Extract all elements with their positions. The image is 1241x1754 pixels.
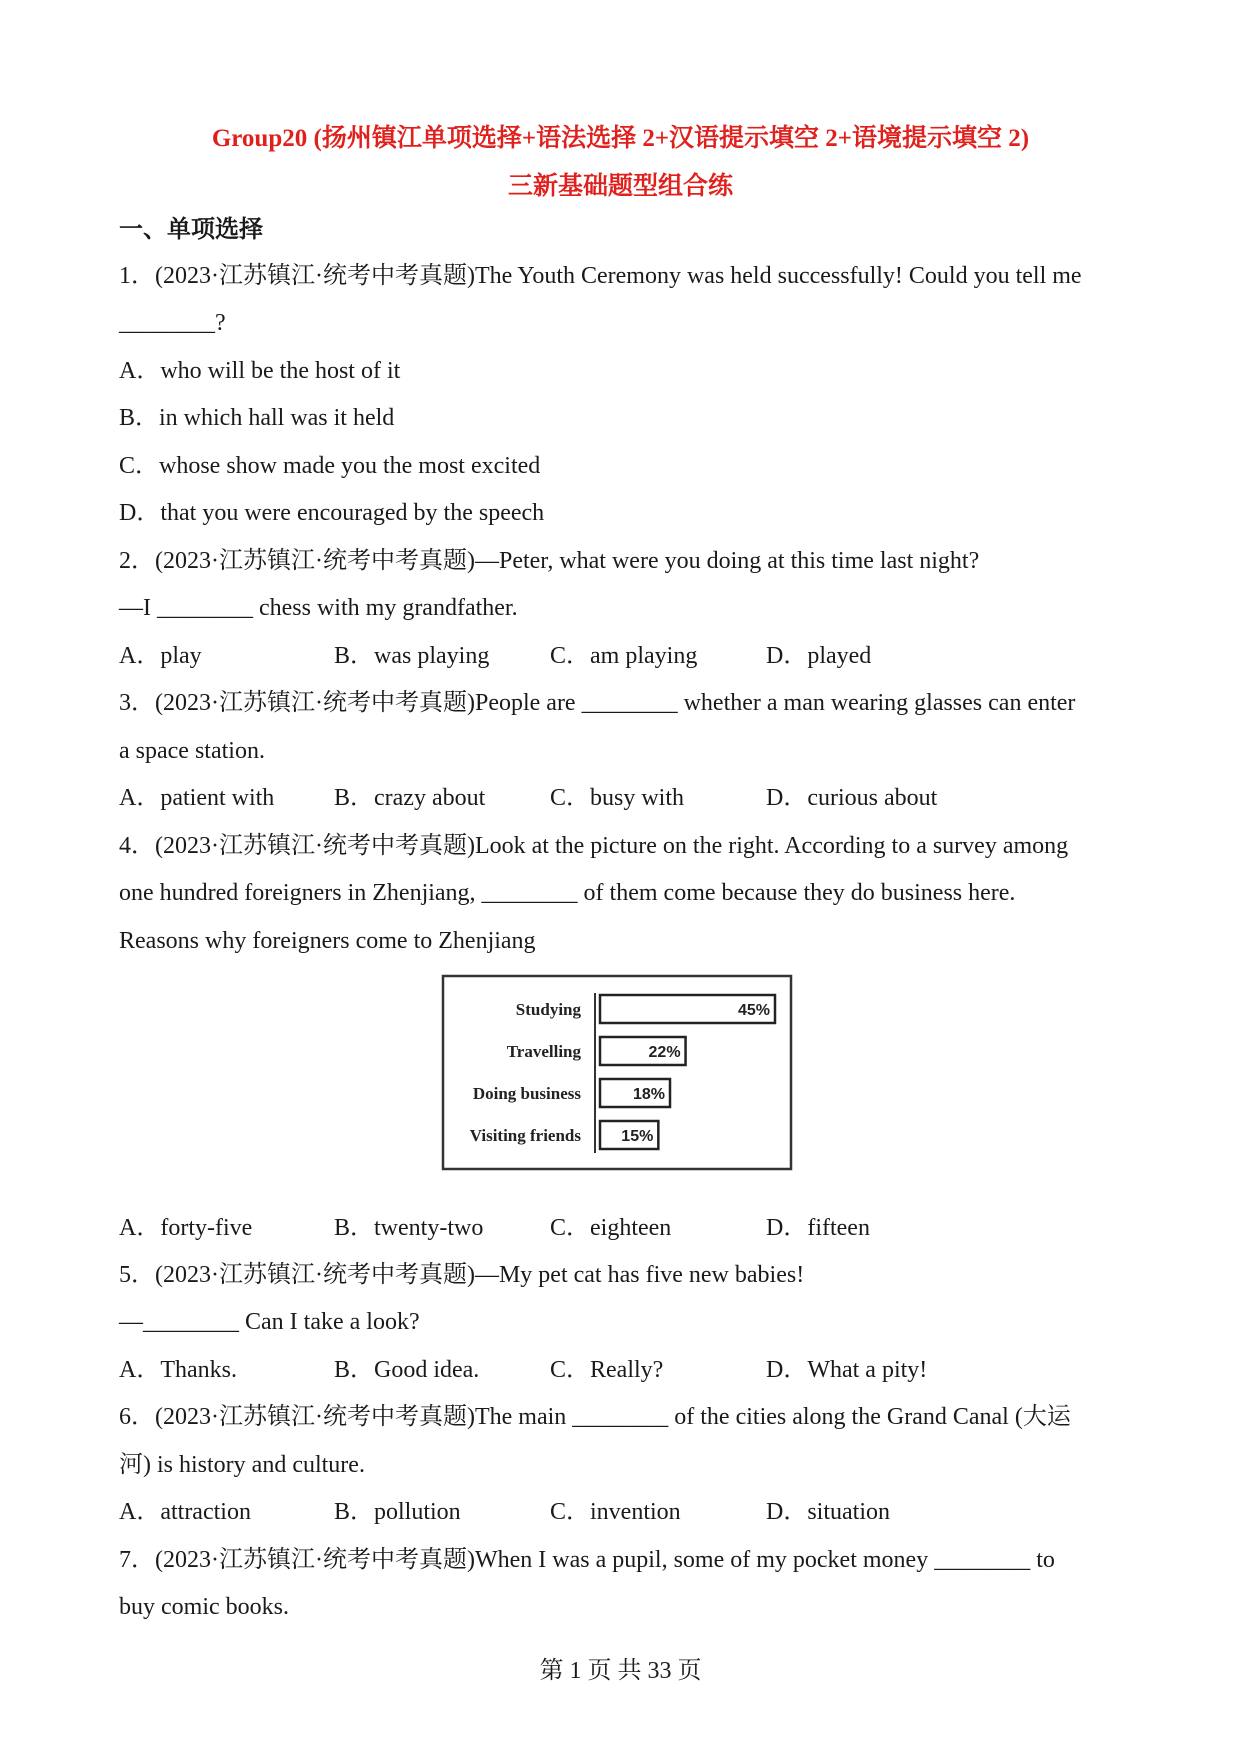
question-5-stem-cont: —________ Can I take a look? xyxy=(119,1309,420,1335)
question-1-option-a: A．who will be the host of it xyxy=(119,358,401,384)
question-6-option-b: B．pollution xyxy=(334,1499,461,1525)
category-label: Studying xyxy=(515,1000,581,1019)
question-4-stem: 4．(2023·江苏镇江·统考中考真题)Look at the picture on the right. According to a survey among xyxy=(119,833,1069,859)
question-3-option-d: D．curious about xyxy=(766,785,938,811)
category-label: Visiting friends xyxy=(469,1126,581,1145)
page-subtitle: 三新基础题型组合练 xyxy=(507,173,733,200)
question-4-option-a: A．forty-five xyxy=(119,1215,253,1241)
question-7-stem: 7．(2023·江苏镇江·统考中考真题)When I was a pupil, some of my pocket money ________ to xyxy=(119,1547,1055,1573)
question-4-option-c: C．eighteen xyxy=(550,1215,672,1241)
question-6-option-a: A．attraction xyxy=(119,1499,251,1525)
question-6-stem: 6．(2023·江苏镇江·统考中考真题)The main ________ of the cities along the Grand Canal (大运 xyxy=(119,1404,1071,1430)
page-number: 第 1 页 共 33 页 xyxy=(539,1658,702,1684)
question-1-option-b: B．in which hall was it held xyxy=(119,405,395,431)
chart-caption: Reasons why foreigners come to Zhenjiang xyxy=(119,928,536,954)
reasons-bar-chart xyxy=(440,973,796,1175)
question-5-stem: 5．(2023·江苏镇江·统考中考真题)—My pet cat has five new babies! xyxy=(119,1262,805,1288)
question-1-stem: 1．(2023·江苏镇江·统考中考真题)The Youth Ceremony was held successfully! Could you tell me xyxy=(119,263,1082,289)
question-4-options xyxy=(119,1212,1119,1244)
question-3-option-b: B．crazy about xyxy=(334,785,486,811)
question-4-option-d: D．fifteen xyxy=(766,1215,870,1241)
question-1-stem-cont: ________? xyxy=(119,310,226,336)
data-label: 18% xyxy=(632,1086,665,1103)
question-4-stem-cont: one hundred foreigners in Zhenjiang, ________ of them come because they do business here. xyxy=(119,880,1016,906)
question-4-option-b: B．twenty-two xyxy=(334,1215,484,1241)
question-6-options xyxy=(119,1496,1119,1528)
question-3-option-a: A．patient with xyxy=(119,785,275,811)
question-1-option-d: D．that you were encouraged by the speech xyxy=(119,500,545,526)
question-6-option-c: C．invention xyxy=(550,1499,681,1525)
category-label: Travelling xyxy=(506,1042,581,1061)
page-title: Group20 (扬州镇江单项选择+语法选择 2+汉语提示填空 2+语境提示填空 2) xyxy=(211,125,1030,152)
question-6-stem-cont: 河) is history and culture. xyxy=(119,1452,365,1478)
data-label: 45% xyxy=(737,1002,770,1019)
question-6-option-d: D．situation xyxy=(766,1499,890,1525)
question-2-options xyxy=(119,640,1119,672)
question-2-option-c: C．am playing xyxy=(550,643,698,669)
question-3-stem: 3．(2023·江苏镇江·统考中考真题)People are ________ whether a man wearing glasses can enter xyxy=(119,690,1076,716)
question-5-option-d: D．What a pity! xyxy=(766,1357,928,1383)
question-2-option-b: B．was playing xyxy=(334,643,490,669)
question-5-option-b: B．Good idea. xyxy=(334,1357,480,1383)
question-3-option-c: C．busy with xyxy=(550,785,685,811)
question-2-option-a: A．play xyxy=(119,643,202,669)
question-2-stem-cont: —I ________ chess with my grandfather. xyxy=(119,595,518,621)
question-2-stem: 2．(2023·江苏镇江·统考中考真题)—Peter, what were you doing at this time last night? xyxy=(119,548,980,574)
question-7-stem-cont: buy comic books. xyxy=(119,1594,289,1620)
question-3-stem-cont: a space station. xyxy=(119,738,265,764)
question-5-option-c: C．Really? xyxy=(550,1357,664,1383)
data-label: 15% xyxy=(621,1128,654,1145)
question-5-option-a: A．Thanks. xyxy=(119,1357,237,1383)
question-3-options xyxy=(119,782,1119,814)
question-1-option-c: C．whose show made you the most excited xyxy=(119,453,541,479)
question-5-options xyxy=(119,1354,1119,1386)
question-2-option-d: D．played xyxy=(766,643,872,669)
category-label: Doing business xyxy=(472,1084,581,1103)
section-heading: 一、单项选择 xyxy=(119,217,263,243)
data-label: 22% xyxy=(648,1044,681,1061)
